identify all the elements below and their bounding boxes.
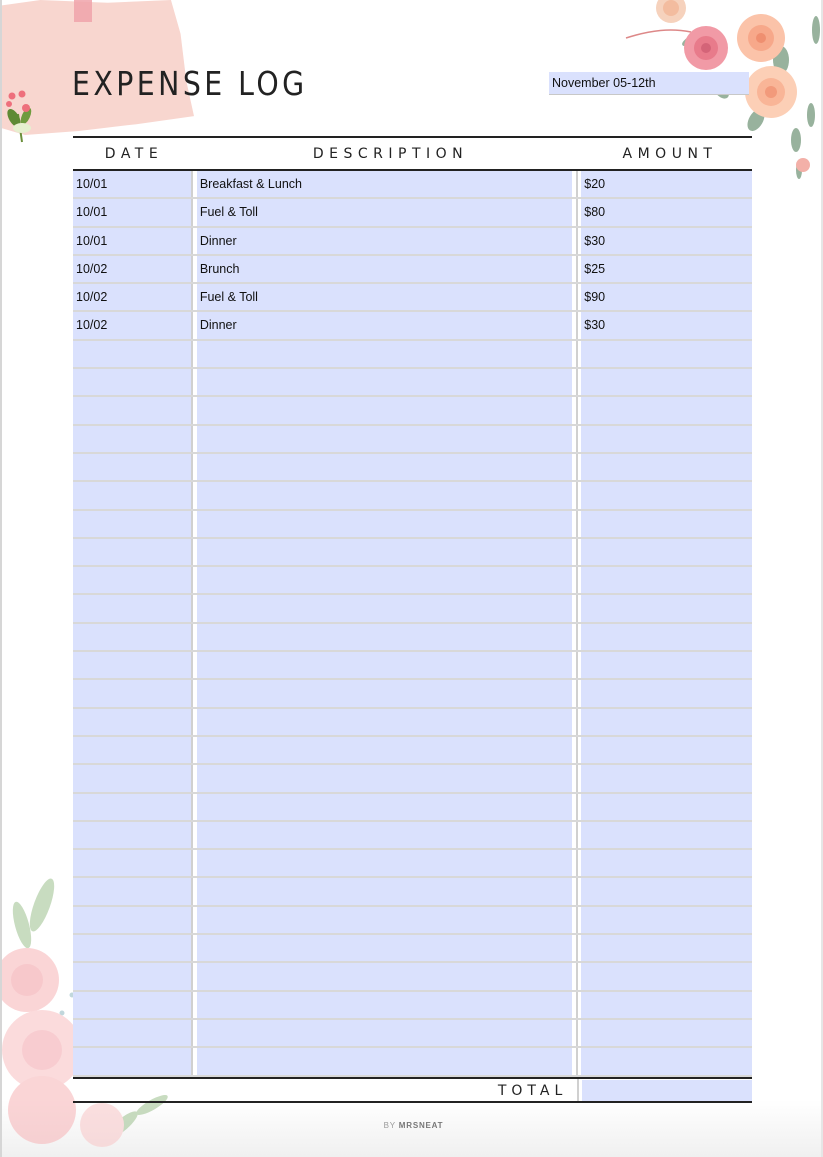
column-separator [576,652,578,678]
description-cell[interactable] [197,737,572,763]
amount-cell[interactable] [581,624,752,650]
date-cell[interactable]: 10/02 [73,312,193,338]
table-row [73,794,752,822]
table-row [73,652,752,680]
date-cell[interactable] [73,511,193,537]
footer-by: BY [383,1121,396,1130]
table-row [73,1020,752,1048]
table-row [73,511,752,539]
page-title: EXPENSE LOG [72,64,308,103]
column-separator [576,511,578,537]
amount-cell[interactable] [581,539,752,565]
description-cell[interactable] [197,822,572,848]
column-separator [576,737,578,763]
table-row [73,680,752,708]
table-row [73,963,752,991]
description-cell[interactable] [197,709,572,735]
column-separator [576,992,578,1018]
table-row [73,369,752,397]
total-amount-field[interactable] [582,1080,752,1101]
date-cell[interactable] [73,935,193,961]
table-row [73,935,752,963]
description-cell[interactable] [197,1020,572,1046]
date-cell[interactable] [73,652,193,678]
column-separator [576,369,578,395]
column-separator [576,822,578,848]
description-cell[interactable] [197,595,572,621]
description-cell[interactable] [197,369,572,395]
table-row [73,454,752,482]
table-row [73,850,752,878]
amount-cell[interactable] [581,907,752,933]
description-cell[interactable]: Fuel & Toll [197,199,572,225]
column-separator [576,171,578,197]
date-cell[interactable] [73,482,193,508]
column-separator [576,1020,578,1046]
washi-tape-decoration [74,0,92,22]
table-body [73,171,752,1077]
expense-table [73,136,752,1103]
table-row [73,907,752,935]
column-separator [576,624,578,650]
table-row [73,709,752,737]
total-row [73,1077,752,1103]
total-label: TOTAL [497,1082,568,1099]
amount-cell[interactable] [581,1020,752,1046]
table-row [73,737,752,765]
amount-cell[interactable] [581,822,752,848]
date-cell[interactable] [73,341,193,367]
amount-cell[interactable] [581,595,752,621]
description-cell[interactable] [197,624,572,650]
table-row [73,567,752,595]
column-separator [576,454,578,480]
date-cell[interactable] [73,680,193,706]
column-separator [576,426,578,452]
column-separator [576,567,578,593]
date-cell[interactable] [73,369,193,395]
date-cell[interactable] [73,765,193,791]
column-separator [576,595,578,621]
column-separator [576,1048,578,1074]
column-header-amount: AMOUNT [622,145,718,162]
column-separator [576,765,578,791]
table-row [73,822,752,850]
date-cell[interactable] [73,850,193,876]
column-separator [576,228,578,254]
footer-brand: MRSNEAT [398,1121,444,1130]
table-row [73,878,752,906]
description-cell[interactable] [197,1048,572,1074]
description-cell[interactable] [197,963,572,989]
table-row [73,397,752,425]
date-range-field[interactable]: November 05-12th [549,72,749,95]
column-separator [576,482,578,508]
amount-cell[interactable]: $90 [581,284,752,310]
amount-cell[interactable] [581,680,752,706]
table-row [73,765,752,793]
column-separator [576,341,578,367]
table-row [73,992,752,1020]
description-cell[interactable] [197,765,572,791]
column-header-description: DESCRIPTION [312,145,469,162]
date-cell[interactable]: 10/02 [73,256,193,282]
column-separator [576,850,578,876]
description-cell[interactable]: Brunch [197,256,572,282]
description-cell[interactable]: Breakfast & Lunch [197,171,572,197]
date-cell[interactable] [73,907,193,933]
date-cell[interactable] [73,709,193,735]
column-separator [576,963,578,989]
amount-cell[interactable] [581,794,752,820]
description-cell[interactable]: Dinner [197,228,572,254]
amount-cell[interactable] [581,765,752,791]
amount-cell[interactable] [581,567,752,593]
date-cell[interactable]: 10/01 [73,228,193,254]
date-cell[interactable]: 10/01 [73,171,193,197]
date-cell[interactable] [73,1020,193,1046]
amount-cell[interactable] [581,935,752,961]
amount-cell[interactable] [581,426,752,452]
description-cell[interactable] [197,539,572,565]
description-cell[interactable] [197,454,572,480]
table-row [73,284,752,312]
table-row [73,539,752,567]
table-row [73,624,752,652]
date-cell[interactable] [73,963,193,989]
table-row [73,595,752,623]
table-row [73,256,752,284]
description-cell[interactable] [197,992,572,1018]
amount-cell[interactable] [581,878,752,904]
amount-cell[interactable] [581,963,752,989]
column-separator [576,935,578,961]
description-cell[interactable] [197,907,572,933]
description-cell[interactable] [197,482,572,508]
amount-cell[interactable] [581,737,752,763]
amount-cell[interactable] [581,454,752,480]
amount-cell[interactable] [581,1048,752,1074]
column-separator [576,709,578,735]
date-cell[interactable] [73,1048,193,1074]
amount-cell[interactable]: $30 [581,312,752,338]
description-cell[interactable] [197,850,572,876]
column-separator [576,284,578,310]
table-row [73,312,752,340]
date-cell[interactable]: 10/02 [73,284,193,310]
description-cell[interactable] [197,878,572,904]
date-cell[interactable] [73,426,193,452]
amount-cell[interactable] [581,709,752,735]
amount-cell[interactable]: $25 [581,256,752,282]
date-cell[interactable] [73,878,193,904]
amount-cell[interactable]: $80 [581,199,752,225]
column-separator [576,680,578,706]
date-cell[interactable] [73,624,193,650]
footer-credit [2,1121,823,1130]
description-cell[interactable] [197,794,572,820]
table-row [73,228,752,256]
date-cell[interactable] [73,992,193,1018]
amount-cell[interactable] [581,397,752,423]
date-cell[interactable] [73,454,193,480]
column-separator [576,199,578,225]
table-row [73,171,752,199]
description-cell[interactable] [197,426,572,452]
date-cell[interactable]: 10/01 [73,199,193,225]
column-separator [576,907,578,933]
description-cell[interactable] [197,341,572,367]
date-cell[interactable] [73,397,193,423]
column-separator [576,256,578,282]
table-row [73,482,752,510]
description-cell[interactable] [197,397,572,423]
table-header [73,138,752,169]
amount-cell[interactable] [581,341,752,367]
table-row [73,426,752,454]
column-separator [576,539,578,565]
date-cell[interactable] [73,539,193,565]
amount-cell[interactable] [581,369,752,395]
date-cell[interactable] [73,822,193,848]
description-cell[interactable] [197,935,572,961]
description-cell[interactable] [197,652,572,678]
amount-cell[interactable] [581,511,752,537]
amount-cell[interactable]: $20 [581,171,752,197]
table-row [73,341,752,369]
column-separator [576,794,578,820]
column-separator [576,878,578,904]
description-cell[interactable]: Dinner [197,312,572,338]
amount-cell[interactable]: $30 [581,228,752,254]
table-row [73,1048,752,1076]
table-row [73,199,752,227]
amount-cell[interactable] [581,850,752,876]
column-header-date: DATE [104,145,164,162]
description-cell[interactable] [197,567,572,593]
amount-cell[interactable] [581,652,752,678]
description-cell[interactable] [197,511,572,537]
description-cell[interactable] [197,680,572,706]
column-separator [576,397,578,423]
date-cell[interactable] [73,567,193,593]
date-cell[interactable] [73,794,193,820]
date-cell[interactable] [73,595,193,621]
description-cell[interactable]: Fuel & Toll [197,284,572,310]
date-cell[interactable] [73,737,193,763]
column-separator [577,1079,579,1101]
amount-cell[interactable] [581,482,752,508]
amount-cell[interactable] [581,992,752,1018]
column-separator [576,312,578,338]
flower-sprig-icon [4,84,40,144]
